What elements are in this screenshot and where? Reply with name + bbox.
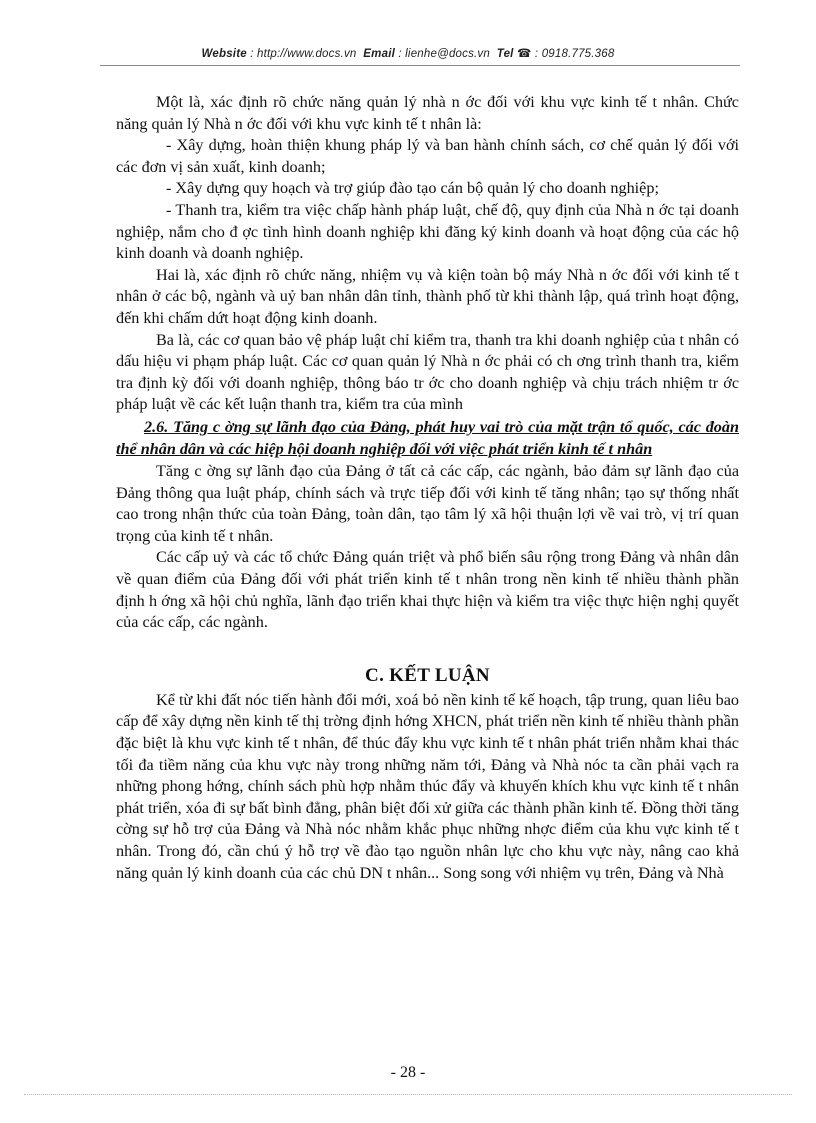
website-label: Website — [201, 48, 247, 60]
paragraph-7: Tăng c ờng sự lãnh đạo của Đảng ở tất cả các cấp, các ngành, bảo đảm sự lãnh đạo của Đảng thông qua luật pháp, chính sách và trực tiếp đối với kinh tế tăng nhân; tạo sự thống nhất cao trong nhận thức của toàn Đảng, toàn dân, tạo tâm lý xã hội thuận lợi về vai trò, vị trí quan trọng của kinh tế t nhân. — [116, 462, 739, 545]
paragraph-1: Một là, xác định rõ chức năng quản lý nhà n ớc đối với khu vực kinh tế t nhân. Chức năng quản lý Nhà n ớc đối với khu vực kinh tế t nhân là: — [116, 93, 739, 133]
paragraph-4: - Thanh tra, kiểm tra việc chấp hành pháp luật, chế độ, quy định của Nhà n ớc tại doanh nghiệp, nắm cho đ ợc tình hình doanh nghiệp khi đăng ký kinh doanh và hoạt động của các hộ kinh doanh và doanh nghiệp. — [116, 200, 739, 263]
paragraph-8: Các cấp uỷ và các tổ chức Đảng quán triệt và phổ biến sâu rộng trong Đảng và nhân dân về quan điểm của Đảng đối với phát triển kinh tế t nhân trong nền kinh tế nhiều thành phần định h ớng xã hội chủ nghĩa, lãnh đạo triển khai thực hiện và kiểm tra việc thực hiện nghị quyết của các cấp, các ngành. — [116, 548, 739, 632]
document-body — [116, 92, 739, 884]
tel-label: Tel — [496, 48, 514, 60]
paragraph-3: - Xây dựng quy hoạch và trợ giúp đào tạo cán bộ quản lý cho doanh nghiệp; — [166, 179, 659, 198]
paragraph-6: Ba là, các cơ quan bảo vệ pháp luật chỉ kiểm tra, thanh tra khi doanh nghiệp của t nhân có dấu hiệu vi phạm pháp luật. Các cơ quan quản lý Nhà n ớc phải có ch ơng trình thanh tra, kiểm tra định kỳ đối với doanh nghiệp, thông báo tr ớc cho doanh nghiệp và chịu trách nhiệm tr ớc pháp luật về các kết luận thanh tra, kiểm tra của mình — [116, 330, 739, 414]
page-header — [0, 46, 816, 60]
subsection-heading: 2.6. Tăng c ờng sự lãnh đạo của Đảng, phát huy vai trò của mặt trận tổ quốc, các đoàn thể nhân dân và các hiệp hội doanh nghiệp đối với việc phát triển kinh tế t nhân — [116, 417, 739, 458]
email-value[interactable]: : lienhe@docs.vn — [398, 48, 490, 60]
header-divider — [100, 65, 740, 66]
website-value[interactable]: : http://www.docs.vn — [250, 48, 357, 60]
page-bottom-divider — [24, 1094, 792, 1095]
paragraph-2: - Xây dựng, hoàn thiện khung pháp lý và ban hành chính sách, cơ chế quản lý đối với các đơn vị sản xuất, kinh doanh; — [116, 136, 739, 176]
paragraph-5: Hai là, xác định rõ chức năng, nhiệm vụ và kiện toàn bộ máy Nhà n ớc đối với kinh tế t nhân ở các bộ, ngành và uỷ ban nhân dân tỉnh, thành phố từ khi thành lập, quá trình hoạt động, đến khi chấm dứt hoạt động kinh doanh. — [116, 265, 739, 327]
email-label: Email — [363, 48, 395, 60]
tel-value: ☎ : 0918.775.368 — [516, 48, 615, 60]
conclusion-paragraph: Kể từ khi đất nóc tiến hành đổi mới, xoá bỏ nền kinh tế kế hoạch, tập trung, quan liêu bao cấp để xây dựng nền kinh tế thị trờng định hớng XHCN, phát triển nền kinh tế nhiều thành phần đặc biệt là khu vực kinh tế t nhân, để thúc đẩy khu vực kinh tế t nhân phát triển nhằm khai thác tối đa tiềm năng của khu vực này trong những năm tới, Đảng và Nhà nóc ta cần phải vạch ra những phong hớng, chính sách phù hợp nhằm thúc đẩy và khuyến khích khu vực kinh tế t nhân phát triển, xóa đi sự bất bình đẳng, phân biệt đối xử giữa các thành phần kinh tế. Đồng thời tăng cờng sự hỗ trợ của Đảng và Nhà nóc nhằm khắc phục những nhợc điểm của khu vực kinh tế t nhân. Trong đó, cần chú ý hỗ trợ về đào tạo nguồn nhân lực cho khu vực này, nâng cao khả năng quản lý kinh doanh của các chủ DN t nhân... Song song với nhiệm vụ trên, Đảng và Nhà — [116, 690, 739, 882]
page-number: - 28 - — [390, 1064, 426, 1081]
section-title: C. KẾT LUẬN — [365, 664, 490, 686]
